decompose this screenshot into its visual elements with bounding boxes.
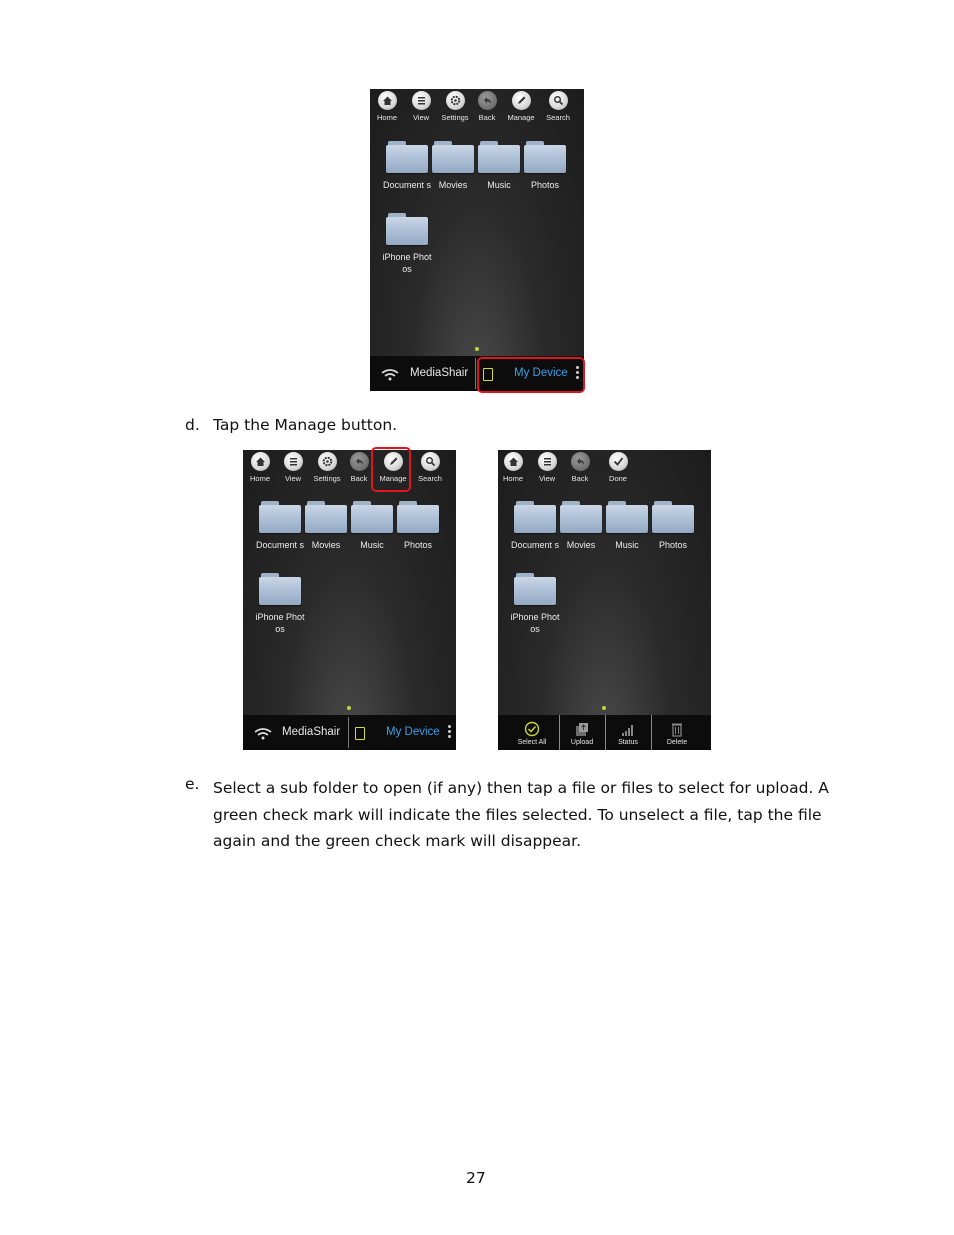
more-icon[interactable] <box>448 725 452 740</box>
back-button[interactable]: Back <box>341 452 377 483</box>
settings-icon <box>446 91 465 110</box>
back-button[interactable]: Back <box>469 91 505 122</box>
wifi-icon <box>254 728 272 740</box>
view-icon <box>538 452 557 471</box>
settings-icon <box>318 452 337 471</box>
folder-icon <box>560 501 602 533</box>
home-icon <box>504 452 523 471</box>
folder-icon <box>652 501 694 533</box>
back-icon <box>350 452 369 471</box>
screenshot-manage-mode <box>498 450 711 750</box>
folder-photos[interactable]: Photos <box>651 501 695 551</box>
my-device-label[interactable]: My Device <box>514 367 568 379</box>
home-button[interactable]: Home <box>498 452 531 483</box>
folder-photos[interactable]: Photos <box>396 501 440 551</box>
divider <box>475 358 476 389</box>
delete-button[interactable]: Delete <box>654 715 700 750</box>
home-icon <box>251 452 270 471</box>
toolbar <box>243 450 456 492</box>
folder-icon <box>432 141 474 173</box>
screenshot-manage-button <box>243 450 456 750</box>
settings-button[interactable]: Settings <box>309 452 345 483</box>
folder-icon <box>386 213 428 245</box>
back-button[interactable]: Back <box>562 452 598 483</box>
delete-icon <box>669 721 685 737</box>
mediashair-label[interactable]: MediaShair <box>282 726 341 738</box>
upload-button[interactable]: Upload <box>559 715 605 750</box>
view-button[interactable]: View <box>529 452 565 483</box>
divider <box>348 717 349 748</box>
folder-iphone-photos[interactable]: iPhone Photos <box>258 573 302 635</box>
view-icon <box>284 452 303 471</box>
folder-iphone-photos[interactable]: iPhone Photos <box>385 213 429 275</box>
mediashair-label[interactable]: MediaShair <box>410 367 469 379</box>
back-icon <box>478 91 497 110</box>
home-icon <box>378 91 397 110</box>
step-d: d. <box>185 416 200 434</box>
my-device-highlight <box>477 357 585 393</box>
folder-movies[interactable]: Movies <box>304 501 348 551</box>
upload-icon <box>574 721 590 737</box>
folder-music[interactable]: Music <box>605 501 649 551</box>
manage-button[interactable]: Manage <box>503 91 539 122</box>
divider <box>651 715 652 750</box>
page-number: 27 <box>466 1169 486 1187</box>
toolbar <box>370 89 584 131</box>
folder-documents[interactable]: Document s <box>513 501 557 551</box>
page-indicator <box>475 347 479 351</box>
page-indicator <box>602 706 606 710</box>
folder-icon <box>514 573 556 605</box>
folder-movies[interactable]: Movies <box>559 501 603 551</box>
home-button[interactable]: Home <box>243 452 278 483</box>
home-button[interactable]: Home <box>370 91 405 122</box>
bottom-bar <box>243 715 456 750</box>
select-all-button[interactable]: Select All <box>509 715 555 750</box>
folder-icon <box>397 501 439 533</box>
wifi-icon <box>381 369 399 381</box>
my-device-label[interactable]: My Device <box>386 726 440 738</box>
select-all-icon <box>524 721 540 737</box>
folder-icon <box>606 501 648 533</box>
screenshot-home-view <box>370 89 584 391</box>
folder-music[interactable]: Music <box>350 501 394 551</box>
folder-icon <box>524 141 566 173</box>
folder-icon <box>305 501 347 533</box>
search-button[interactable]: Search <box>540 91 576 122</box>
back-icon <box>571 452 590 471</box>
folder-icon <box>386 141 428 173</box>
page-indicator <box>347 706 351 710</box>
manage-icon <box>512 91 531 110</box>
view-button[interactable]: View <box>275 452 311 483</box>
status-icon <box>620 721 636 737</box>
device-icon <box>355 727 365 740</box>
folder-icon <box>478 141 520 173</box>
folder-documents[interactable]: Document s <box>258 501 302 551</box>
action-bar <box>498 715 711 750</box>
done-icon <box>609 452 628 471</box>
status-button[interactable]: Status <box>605 715 651 750</box>
search-icon <box>549 91 568 110</box>
toolbar <box>498 450 711 492</box>
folder-photos[interactable]: Photos <box>523 141 567 191</box>
view-icon <box>412 91 431 110</box>
search-icon <box>421 452 440 471</box>
folder-iphone-photos[interactable]: iPhone Photos <box>513 573 557 635</box>
search-button[interactable]: Search <box>412 452 448 483</box>
folder-music[interactable]: Music <box>477 141 521 191</box>
step-e-text: Select a sub folder to open (if any) then tap a file or files to select for upload. A green check mark will indicate the files selected. To unselect a file, tap the file again and the green check mark will disappear. <box>213 779 829 850</box>
step-d-text: Tap the Manage button. <box>213 416 398 434</box>
folder-icon <box>514 501 556 533</box>
manage-button-highlight <box>371 447 411 492</box>
folder-icon <box>351 501 393 533</box>
step-e: e. <box>185 775 200 793</box>
folder-movies[interactable]: Movies <box>431 141 475 191</box>
folder-documents[interactable]: Document s <box>385 141 429 191</box>
done-button[interactable]: Done <box>600 452 636 483</box>
view-button[interactable]: View <box>403 91 439 122</box>
folder-icon <box>259 501 301 533</box>
folder-icon <box>259 573 301 605</box>
settings-button[interactable]: Settings <box>437 91 473 122</box>
manage-button[interactable]: Manage <box>375 452 411 483</box>
